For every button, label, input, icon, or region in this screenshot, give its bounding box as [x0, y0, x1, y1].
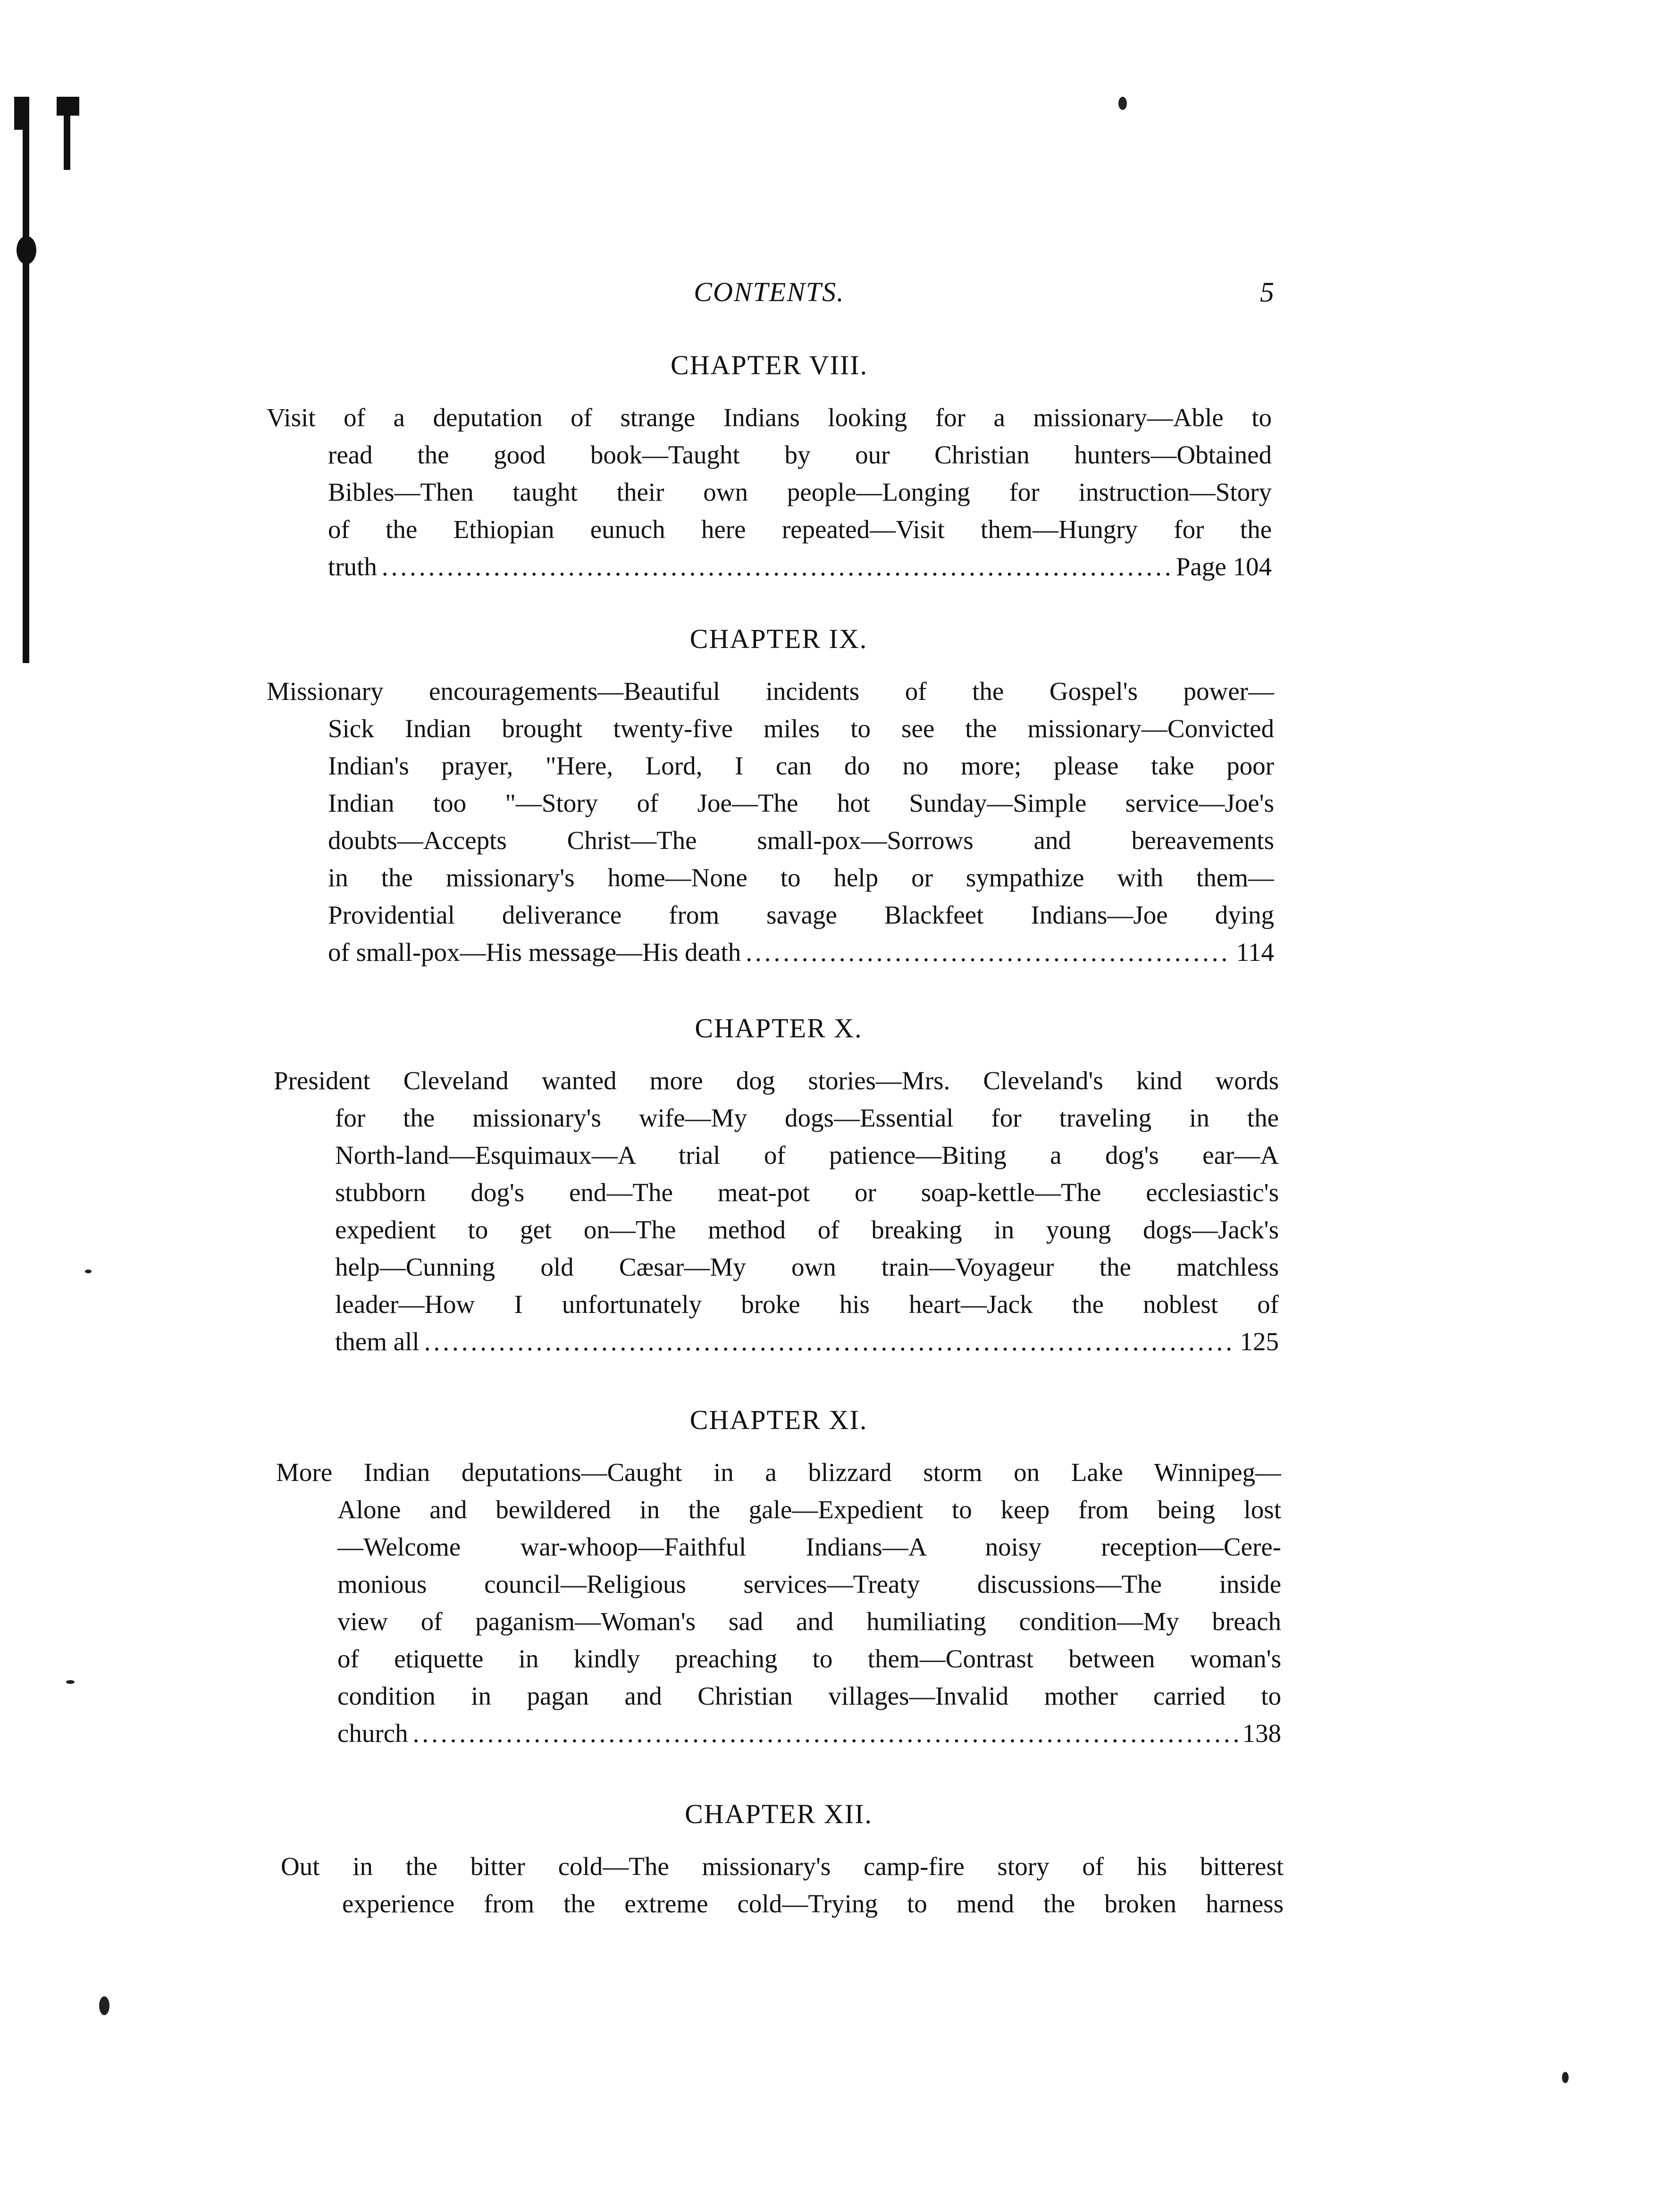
summary-line: help—Cunning old Cæsar—My own train—Voyageur the matchless	[335, 1253, 1279, 1281]
summary-line: doubts—Accepts Christ—The small-pox—Sorrows and bereavements	[328, 826, 1274, 855]
summary-line: condition in pagan and Christian villages—Invalid mother carried to	[337, 1682, 1281, 1710]
summary-line: view of paganism—Woman's sad and humiliating condition—My breach	[337, 1607, 1281, 1636]
summary-line: expedient to get on—The method of breaking in young dogs—Jack's	[335, 1215, 1279, 1244]
chapter-heading: CHAPTER VIII.	[670, 350, 868, 380]
scan-edge-mark	[64, 113, 70, 170]
scan-speck	[99, 1996, 109, 2015]
page-number: 5	[1260, 277, 1274, 308]
summary-line: North-land—Esquimaux—A trial of patience—Biting a dog's ear—A	[335, 1141, 1279, 1169]
summary-line: experience from the extreme cold—Trying to mend the broken harness	[342, 1889, 1284, 1918]
scan-speck	[66, 1680, 75, 1684]
summary-line: of small-pox—His message—His death	[328, 938, 741, 967]
summary-last-line	[335, 1323, 1279, 1360]
summary-line: for the missionary's wife—My dogs—Essential for traveling in the	[335, 1103, 1279, 1132]
chapter-heading: CHAPTER X.	[695, 1013, 863, 1043]
summary-line: Sick Indian brought twenty-five miles to see the missionary—Convicted	[328, 714, 1274, 743]
scan-edge-mark	[57, 97, 79, 116]
page-reference: 125	[1240, 1327, 1279, 1356]
dot-leader	[413, 1715, 1238, 1752]
summary-last-line	[328, 934, 1274, 971]
scan-edge-mark	[23, 97, 29, 663]
summary-line: Out in the bitter cold—The missionary's camp-fire story of his bitterest	[281, 1852, 1284, 1881]
dot-leader	[746, 934, 1231, 971]
summary-line: Visit of a deputation of strange Indians looking for a missionary—Able to	[267, 403, 1272, 432]
dot-leader	[424, 1323, 1235, 1360]
summary-line: monious council—Religious services—Treaty discussions—The inside	[337, 1570, 1281, 1598]
summary-line: Alone and bewildered in the gale—Expedient to keep from being lost	[337, 1495, 1281, 1524]
chapter-heading: CHAPTER IX.	[689, 623, 868, 654]
chapter-summary	[274, 1062, 1279, 1360]
summary-line: leader—How I unfortunately broke his heart—Jack the noblest of	[335, 1290, 1279, 1319]
scan-speck	[85, 1270, 92, 1273]
summary-line: truth	[328, 552, 377, 581]
chapter-summary	[281, 1848, 1284, 1922]
summary-line: of etiquette in kindly preaching to them—Contrast between woman's	[337, 1644, 1281, 1673]
summary-line: read the good book—Taught by our Christian hunters—Obtained	[328, 440, 1272, 469]
chapter-summary	[267, 399, 1272, 585]
summary-line: Bibles—Then taught their own people—Longing for instruction—Story	[328, 478, 1272, 506]
summary-last-line	[328, 548, 1272, 585]
running-header	[264, 276, 1274, 314]
page-reference: 138	[1242, 1719, 1281, 1748]
summary-line: Indian too "—Story of Joe—The hot Sunday—Simple service—Joe's	[328, 789, 1274, 817]
summary-line: More Indian deputations—Caught in a blizzard storm on Lake Winnipeg—	[276, 1458, 1281, 1487]
summary-line: Missionary encouragements—Beautiful incidents of the Gospel's power—	[267, 677, 1274, 706]
chapter-heading: CHAPTER XII.	[685, 1799, 873, 1829]
summary-line: of the Ethiopian eunuch here repeated—Visit them—Hungry for the	[328, 515, 1272, 544]
dot-leader	[382, 548, 1171, 585]
summary-line: President Cleveland wanted more dog stories—Mrs. Cleveland's kind words	[274, 1066, 1279, 1095]
summary-line: them all	[335, 1327, 420, 1356]
summary-line: church	[337, 1719, 408, 1748]
page-reference: Page 104	[1176, 552, 1272, 581]
summary-last-line	[337, 1715, 1281, 1752]
summary-line: stubborn dog's end—The meat-pot or soap-kettle—The ecclesiastic's	[335, 1178, 1279, 1207]
scan-edge-mark	[17, 236, 36, 264]
chapter-summary	[267, 673, 1274, 971]
chapter-summary	[276, 1454, 1281, 1752]
page-reference: 114	[1236, 938, 1274, 967]
scan-edge-mark	[14, 97, 28, 130]
running-title: CONTENTS.	[694, 277, 845, 307]
summary-line: —Welcome war-whoop—Faithful Indians—A noisy reception—Cere-	[337, 1532, 1281, 1561]
summary-line: Indian's prayer, "Here, Lord, I can do no more; please take poor	[328, 751, 1274, 780]
scan-speck	[1562, 2072, 1569, 2083]
summary-line: in the missionary's home—None to help or sympathize with them—	[328, 863, 1274, 892]
scan-speck	[1118, 97, 1127, 110]
chapter-heading: CHAPTER XI.	[689, 1405, 868, 1435]
summary-line: Providential deliverance from savage Blackfeet Indians—Joe dying	[328, 900, 1274, 929]
